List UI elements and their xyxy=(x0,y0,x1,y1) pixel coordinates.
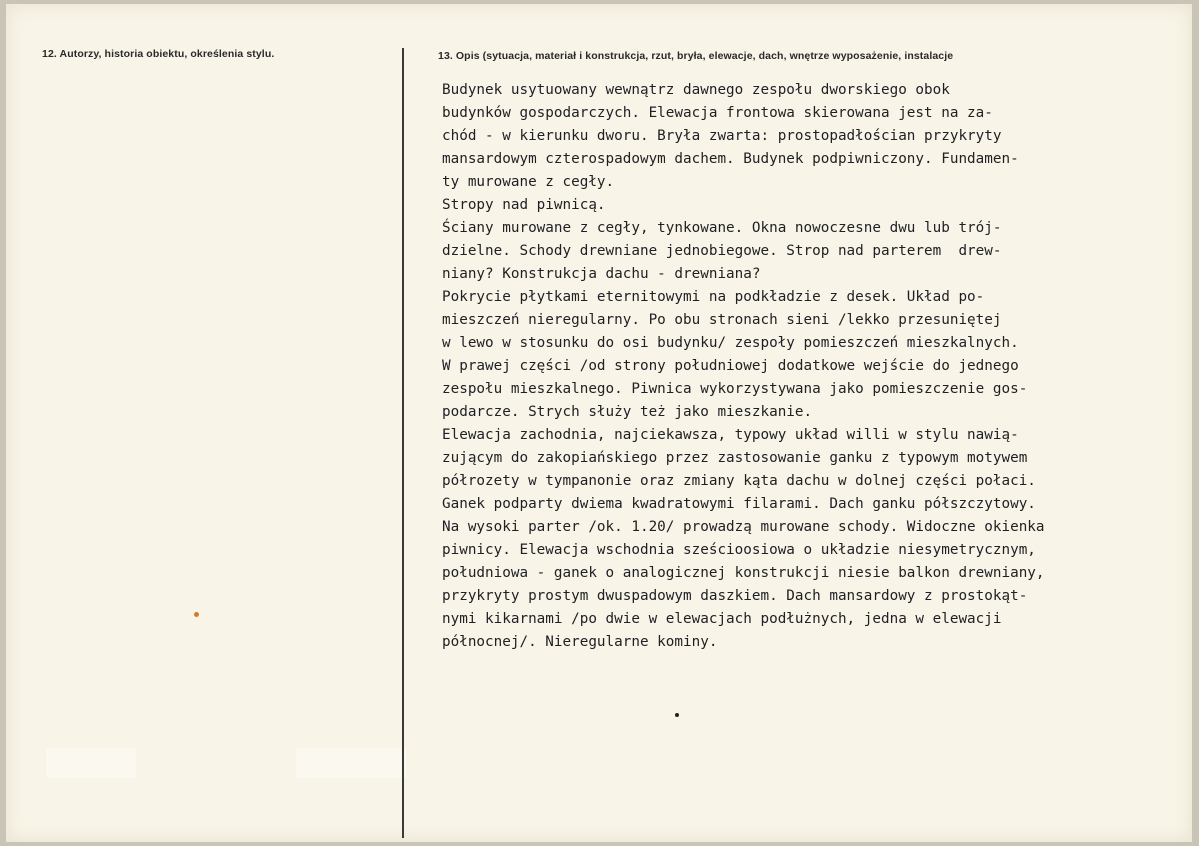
description-line: Stropy nad piwnicą. xyxy=(442,197,606,213)
paper-smudge xyxy=(46,748,136,778)
description-line: Na wysoki parter /ok. 1.20/ prowadzą murowane schody. Widoczne okienka xyxy=(442,519,1045,535)
typed-description xyxy=(442,79,1162,654)
description-line: zującym do zakopiańskiego przez zastosowanie ganku z typowym motywem xyxy=(442,450,1028,466)
description-line: przykryty prostym dwuspadowym daszkiem. Dach mansardowy z prostokąt- xyxy=(442,588,1028,604)
description-line: półrozety w tympanonie oraz zmiany kąta dachu w dolnej części połaci. xyxy=(442,473,1036,489)
description-line: Ściany murowane z cegły, tynkowane. Okna nowoczesne dwu lub trój- xyxy=(442,220,1002,236)
description-line: w lewo w stosunku do osi budynku/ zespoły pomieszczeń mieszkalnych. xyxy=(442,335,1019,351)
description-line: południowa - ganek o analogicznej konstrukcji niesie balkon drewniany, xyxy=(442,565,1045,581)
paper-speck xyxy=(194,612,199,617)
paper-smudge xyxy=(296,748,406,778)
description-line: zespołu mieszkalnego. Piwnica wykorzystywana jako pomieszczenie gos- xyxy=(442,381,1028,397)
field-13-label: 13. Opis (sytuacja, materiał i konstrukcja, rzut, bryła, elewacje, dach, wnętrze wyposażenie, instalacje xyxy=(438,50,954,62)
description-line: W prawej części /od strony południowej dodatkowe wejście do jednego xyxy=(442,358,1019,374)
description-line: nymi kikarnami /po dwie w elewacjach podłużnych, jedna w elewacji xyxy=(442,611,1002,627)
description-line: chód - w kierunku dworu. Bryła zwarta: prostopadłościan przykryty xyxy=(442,128,1002,144)
description-line: północnej/. Nieregularne kominy. xyxy=(442,634,718,650)
description-line: mansardowym czterospadowym dachem. Budynek podpiwniczony. Fundamen- xyxy=(442,151,1019,167)
description-line: niany? Konstrukcja dachu - drewniana? xyxy=(442,266,761,282)
description-line: mieszczeń nieregularny. Po obu stronach sieni /lekko przesuniętej xyxy=(442,312,1002,328)
description-line: podarcze. Strych służy też jako mieszkanie. xyxy=(442,404,813,420)
description-line: ty murowane z cegły. xyxy=(442,174,615,190)
description-line: Pokrycie płytkami eternitowymi na podkładzie z desek. Układ po- xyxy=(442,289,985,305)
description-line: dzielne. Schody drewniane jednobiegowe. Strop nad parterem drew- xyxy=(442,243,1002,259)
description-line: Elewacja zachodnia, najciekawsza, typowy układ willi w stylu nawią- xyxy=(442,427,1019,443)
description-line: piwnicy. Elewacja wschodnia sześcioosiowa o układzie niesymetrycznym, xyxy=(442,542,1036,558)
column-divider xyxy=(402,48,404,838)
description-line: budynków gospodarczych. Elewacja frontowa skierowana jest na za- xyxy=(442,105,993,121)
ink-dot xyxy=(675,713,679,717)
field-12-label: 12. Autorzy, historia obiektu, określenia stylu. xyxy=(42,48,275,60)
description-line: Budynek usytuowany wewnątrz dawnego zespołu dworskiego obok xyxy=(442,82,950,98)
description-line: Ganek podparty dwiema kwadratowymi filarami. Dach ganku półszczytowy. xyxy=(442,496,1036,512)
